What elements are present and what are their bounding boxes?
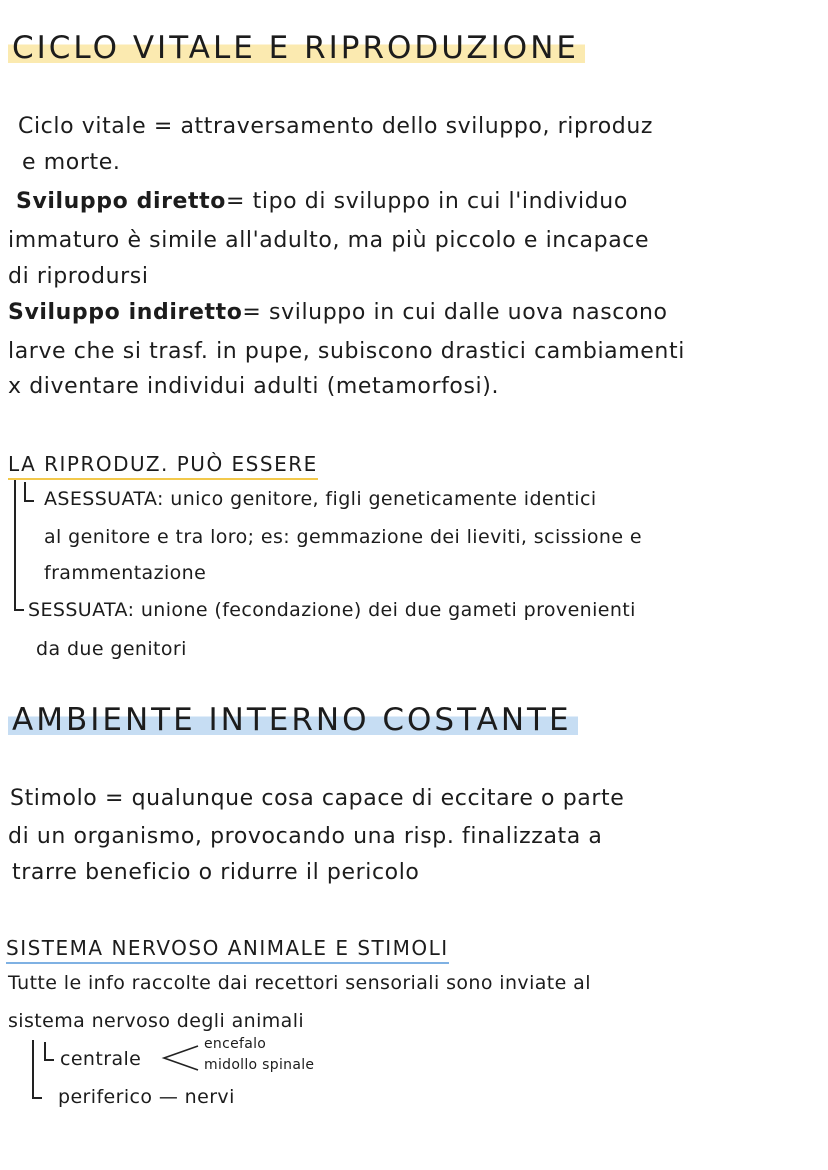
sistema-line-1: Tutte le info raccolte dai recettori sensoriali sono inviate al (8, 972, 591, 994)
asessuata-bracket (24, 482, 26, 502)
riproduzione-bracket (14, 480, 16, 610)
periferico-label (58, 1084, 235, 1110)
sistema-heading-text: SISTEMA NERVOSO ANIMALE E STIMOLI (6, 936, 449, 964)
sessuata-line-2: da due genitori (36, 638, 187, 660)
diretto-line-3: di riprodursi (8, 264, 149, 289)
ciclo-line-2: e morte. (22, 150, 121, 175)
midollo-label: midollo spinale (204, 1057, 315, 1073)
sistema-bracket (32, 1040, 34, 1098)
asessuata-line-3: frammentazione (44, 562, 207, 584)
stimolo-line-2: di un organismo, provocando una risp. finalizzata a (8, 824, 603, 849)
indiretto-line-2: larve che si trasf. in pupe, subiscono drastici cambiamenti (8, 339, 685, 364)
stimolo-line-3: trarre beneficio o ridurre il pericolo (12, 860, 420, 885)
indiretto-term: Sviluppo indiretto (8, 300, 243, 325)
periferico-text: periferico (58, 1086, 153, 1108)
diretto-definition: = tipo di sviluppo in cui l'individuo (226, 189, 628, 214)
indiretto-definition: = sviluppo in cui dalle uova nascono (242, 300, 668, 325)
diretto-term: Sviluppo diretto (16, 189, 227, 214)
sistema-heading (6, 934, 449, 962)
riproduzione-heading (8, 450, 318, 478)
stimolo-line-1: Stimolo = qualunque cosa capace di eccitare o parte (10, 786, 625, 811)
periferico-tick (32, 1097, 42, 1099)
ciclo-line-1: Ciclo vitale = attraversamento dello sviluppo, riproduz (18, 114, 654, 139)
sistema-line-2: sistema nervoso degli animali (8, 1010, 305, 1032)
riproduzione-heading-text: LA RIPRODUZ. PUÒ ESSERE (8, 452, 318, 480)
diretto-line-1 (16, 187, 628, 217)
title-text: CICLO VITALE E RIPRODUZIONE (8, 30, 585, 66)
asessuata-line-2: al genitore e tra loro; es: gemmazione dei lieviti, scissione e (44, 526, 642, 548)
encefalo-label: encefalo (204, 1036, 267, 1052)
centrale-label: centrale (60, 1048, 142, 1070)
centrale-tick (44, 1059, 54, 1061)
sessuata-tick (14, 609, 24, 611)
asessuata-tick (24, 500, 34, 502)
diretto-line-2: immaturo è simile all'adulto, ma più piccolo e incapace (8, 228, 650, 253)
branch-arrow-icon (160, 1040, 200, 1074)
indiretto-line-3: x diventare individui adulti (metamorfosi). (8, 374, 500, 399)
indiretto-line-1 (8, 298, 668, 328)
centrale-bracket (44, 1042, 46, 1060)
title-2-text: AMBIENTE INTERNO COSTANTE (8, 702, 578, 738)
asessuata-line-1: ASESSUATA: unico genitore, figli geneticamente identici (44, 488, 597, 510)
nervi-text: — nervi (158, 1086, 235, 1108)
sessuata-line-1: SESSUATA: unione (fecondazione) dei due gameti provenienti (28, 599, 636, 621)
title-ciclo-vitale (8, 28, 585, 68)
title-ambiente-interno (8, 700, 578, 740)
